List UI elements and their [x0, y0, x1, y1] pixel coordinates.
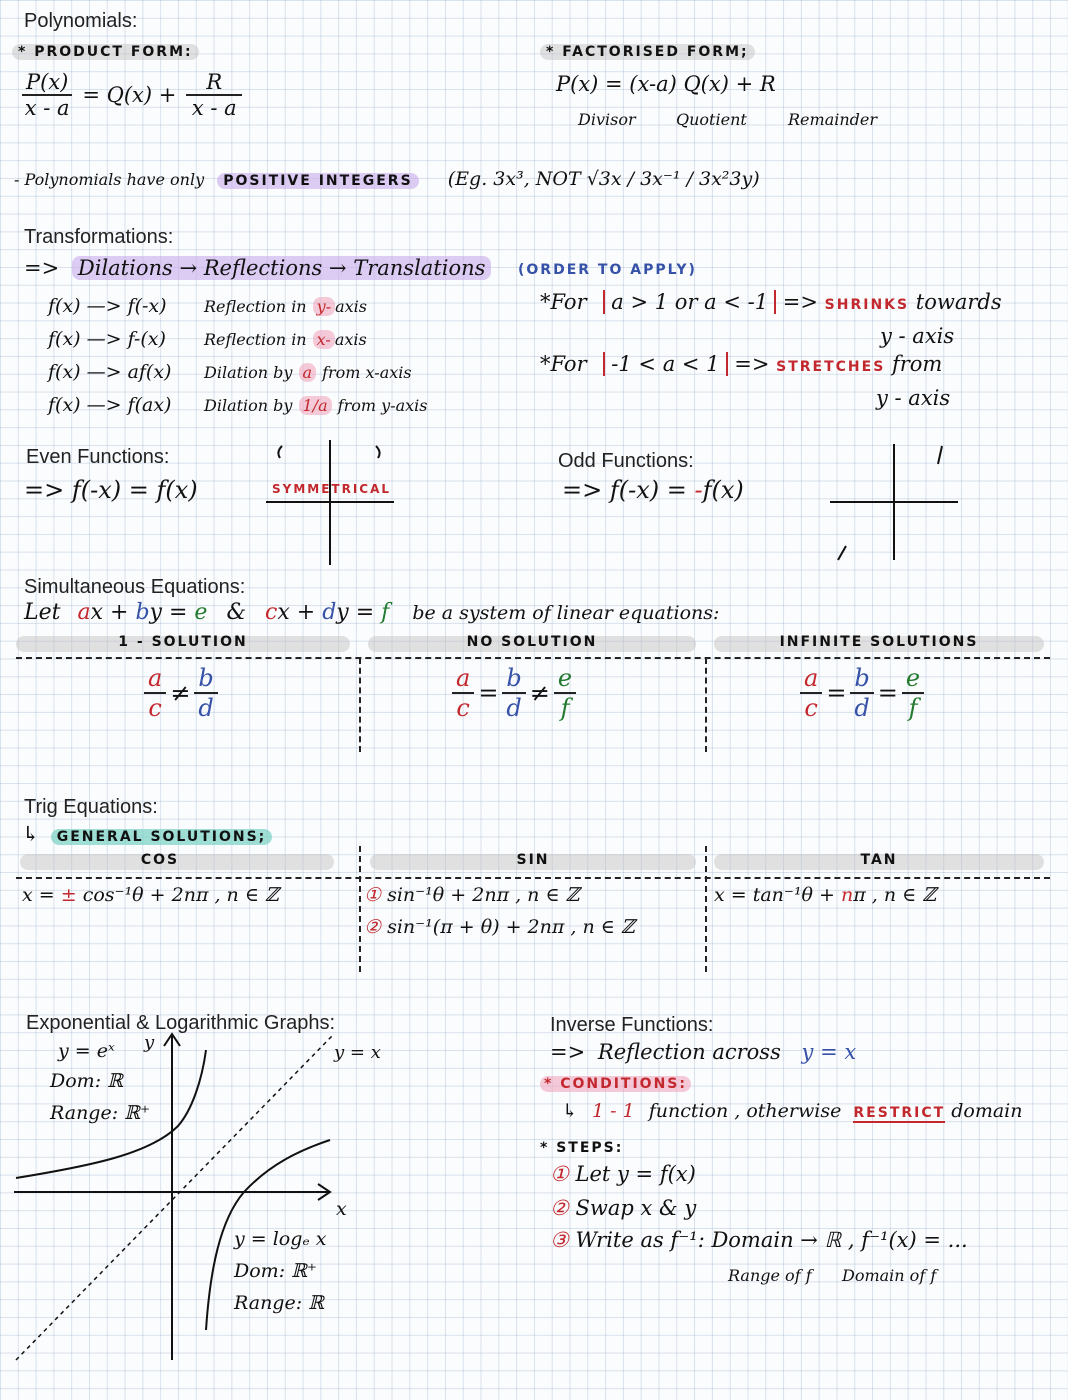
- explog-x-label: x: [336, 1198, 347, 1220]
- section-title-explog: Exponential & Logarithmic Graphs:: [26, 1012, 336, 1034]
- transform-rules: [48, 290, 427, 422]
- transform-order: [24, 256, 491, 280]
- polynomial-note: [14, 168, 760, 190]
- product-rhs-fraction: [186, 70, 242, 120]
- section-title-polynomials: Polynomials:: [24, 10, 138, 32]
- for2-axis: y - axis: [876, 386, 951, 410]
- even-equation: => f(-x) = f(x): [24, 476, 198, 504]
- for-rule-2: *For -1 < a < 1 => STRETCHES from: [540, 352, 943, 376]
- sim-divider: [16, 657, 1050, 659]
- product-rhs-den: x - a: [191, 96, 237, 120]
- product-form-label: * PRODUCT FORM:: [12, 44, 199, 60]
- transform-rule-row: f(x) —> f(-x) Reflection in y- axis: [48, 295, 367, 317]
- identity-line-label: y = x: [334, 1042, 381, 1063]
- conditions-label: * CONDITIONS:: [540, 1076, 691, 1092]
- section-title-odd: Odd Functions:: [558, 450, 694, 472]
- section-title-even: Even Functions:: [26, 446, 170, 468]
- even-function-graph: [260, 440, 400, 570]
- inverse-step-3: ③ Write as f⁻¹: Domain → ℝ , f⁻¹(x) = ...: [550, 1228, 968, 1252]
- odd-curve-bottom: [838, 546, 846, 560]
- product-rhs-num: R: [186, 70, 242, 96]
- sim-col-head-infinite: INFINITE SOLUTIONS: [779, 634, 979, 650]
- log-equation: y = logₑ x: [234, 1228, 327, 1250]
- remainder-label: Remainder: [788, 110, 878, 129]
- divisor-label: Divisor: [578, 110, 636, 129]
- product-lhs-den: x - a: [24, 96, 70, 120]
- exp-equation: y = eˣ: [58, 1040, 115, 1062]
- section-title-simultaneous: Simultaneous Equations:: [24, 576, 246, 598]
- product-lhs-num: P(x): [22, 70, 72, 96]
- inverse-reflection: => Reflection across y = x: [550, 1040, 857, 1064]
- transform-rule-row: f(x) —> af(x) Dilation by a from x-axis: [48, 361, 412, 383]
- trig-head-tan: TAN: [860, 852, 898, 868]
- inverse-condition: ↳ 1 - 1 function , otherwise RESTRICT domain: [562, 1100, 1023, 1122]
- order-text: Dilations → Reflections → Translations: [72, 256, 492, 280]
- trig-head-cos: COS: [140, 852, 180, 868]
- cos-solution: x = ± cos⁻¹θ + 2nπ , n ∈ ℤ: [22, 884, 279, 906]
- quotient-label: Quotient: [676, 110, 747, 129]
- odd-negative: -: [694, 476, 703, 504]
- odd-function-graph: [828, 438, 962, 568]
- general-solutions-label: ↳ GENERAL SOLUTIONS;: [22, 822, 272, 846]
- product-eq: = Q(x) +: [82, 83, 177, 107]
- even-curve-right: [376, 446, 380, 458]
- tan-solution: x = tan⁻¹θ + nπ , n ∈ ℤ: [714, 884, 937, 906]
- order-note: (ORDER TO APPLY): [518, 262, 697, 278]
- explog-y-label: y: [144, 1032, 155, 1053]
- log-domain: Dom: ℝ⁺: [234, 1260, 317, 1282]
- order-arrow: =>: [24, 256, 60, 280]
- factorised-form-label: * FACTORISED FORM;: [540, 44, 755, 60]
- inverse-step-1: ① Let y = f(x): [550, 1162, 696, 1186]
- even-curve-left: [278, 446, 282, 458]
- for-rule-1: *For a > 1 or a < -1 => SHRINKS towards: [540, 290, 1002, 314]
- exp-domain: Dom: ℝ: [50, 1070, 123, 1092]
- section-title-trig: Trig Equations:: [24, 796, 158, 818]
- polynomial-example: (Eg. 3x³, NOT √3x / 3x⁻¹ / 3x²3y): [447, 168, 760, 190]
- section-title-inverse: Inverse Functions:: [550, 1014, 714, 1036]
- sin-solution-1: ① sin⁻¹θ + 2nπ , n ∈ ℤ: [364, 884, 580, 906]
- log-range: Range: ℝ: [234, 1292, 324, 1314]
- no-solution-condition: $\frac{a}{c}$ = $\frac{b}{d}$ ≠ $\frac{e}{f}$: [448, 664, 580, 722]
- step3-range-of-f: Range of f: [728, 1266, 812, 1285]
- sim-col-divider-2: [705, 658, 707, 752]
- for1-axis: y - axis: [880, 324, 955, 348]
- product-form-equation: [18, 70, 246, 120]
- polynomial-note-prefix: - Polynomials have only: [14, 170, 205, 189]
- sim-col-head-one-solution: 1 - SOLUTION: [118, 634, 248, 650]
- trig-head-sin: SIN: [516, 852, 550, 868]
- trig-col-divider-1: [359, 846, 361, 972]
- factorised-equation: P(x) = (x-a) Q(x) + R: [556, 72, 776, 96]
- symmetrical-label: SYMMETRICAL: [272, 482, 392, 496]
- odd-equation: => f(-x) = -f(x): [562, 476, 744, 504]
- simultaneous-system: Let ax + by = e & cx + dy = f be a system of linear equations:: [24, 600, 720, 625]
- transform-rule-row: f(x) —> f(ax) Dilation by 1/a from y-axis: [48, 394, 428, 416]
- for1-condition: a > 1 or a < -1: [603, 290, 776, 314]
- inverse-step-2: ② Swap x & y: [550, 1196, 697, 1220]
- sim-col-head-no-solution: NO SOLUTION: [466, 634, 598, 650]
- for2-condition: -1 < a < 1: [603, 352, 727, 376]
- section-title-transformations: Transformations:: [24, 226, 174, 248]
- stretches-label: STRETCHES: [776, 359, 886, 375]
- restrict-label: RESTRICT: [853, 1105, 946, 1121]
- trig-col-divider-2: [705, 846, 707, 972]
- infinite-solutions-condition: $\frac{a}{c}$ = $\frac{b}{d}$ = $\frac{e}{f}$: [796, 664, 928, 722]
- sim-col-divider-1: [359, 658, 361, 752]
- odd-curve-top: [938, 446, 942, 464]
- exp-range: Range: ℝ⁺: [50, 1102, 150, 1124]
- shrinks-label: SHRINKS: [824, 297, 910, 313]
- product-lhs-fraction: [22, 70, 72, 120]
- step3-domain-of-f: Domain of f: [842, 1266, 937, 1285]
- one-solution-condition: $\frac{a}{c}$ ≠ $\frac{b}{d}$: [140, 664, 222, 722]
- steps-label: * STEPS:: [540, 1140, 624, 1156]
- transform-rule-row: f(x) —> f-(x) Reflection in x- axis: [48, 328, 367, 350]
- positive-integers-highlight: POSITIVE INTEGERS: [217, 173, 418, 189]
- trig-divider: [16, 877, 1050, 879]
- sin-solution-2: ② sin⁻¹(π + θ) + 2nπ , n ∈ ℤ: [364, 916, 635, 938]
